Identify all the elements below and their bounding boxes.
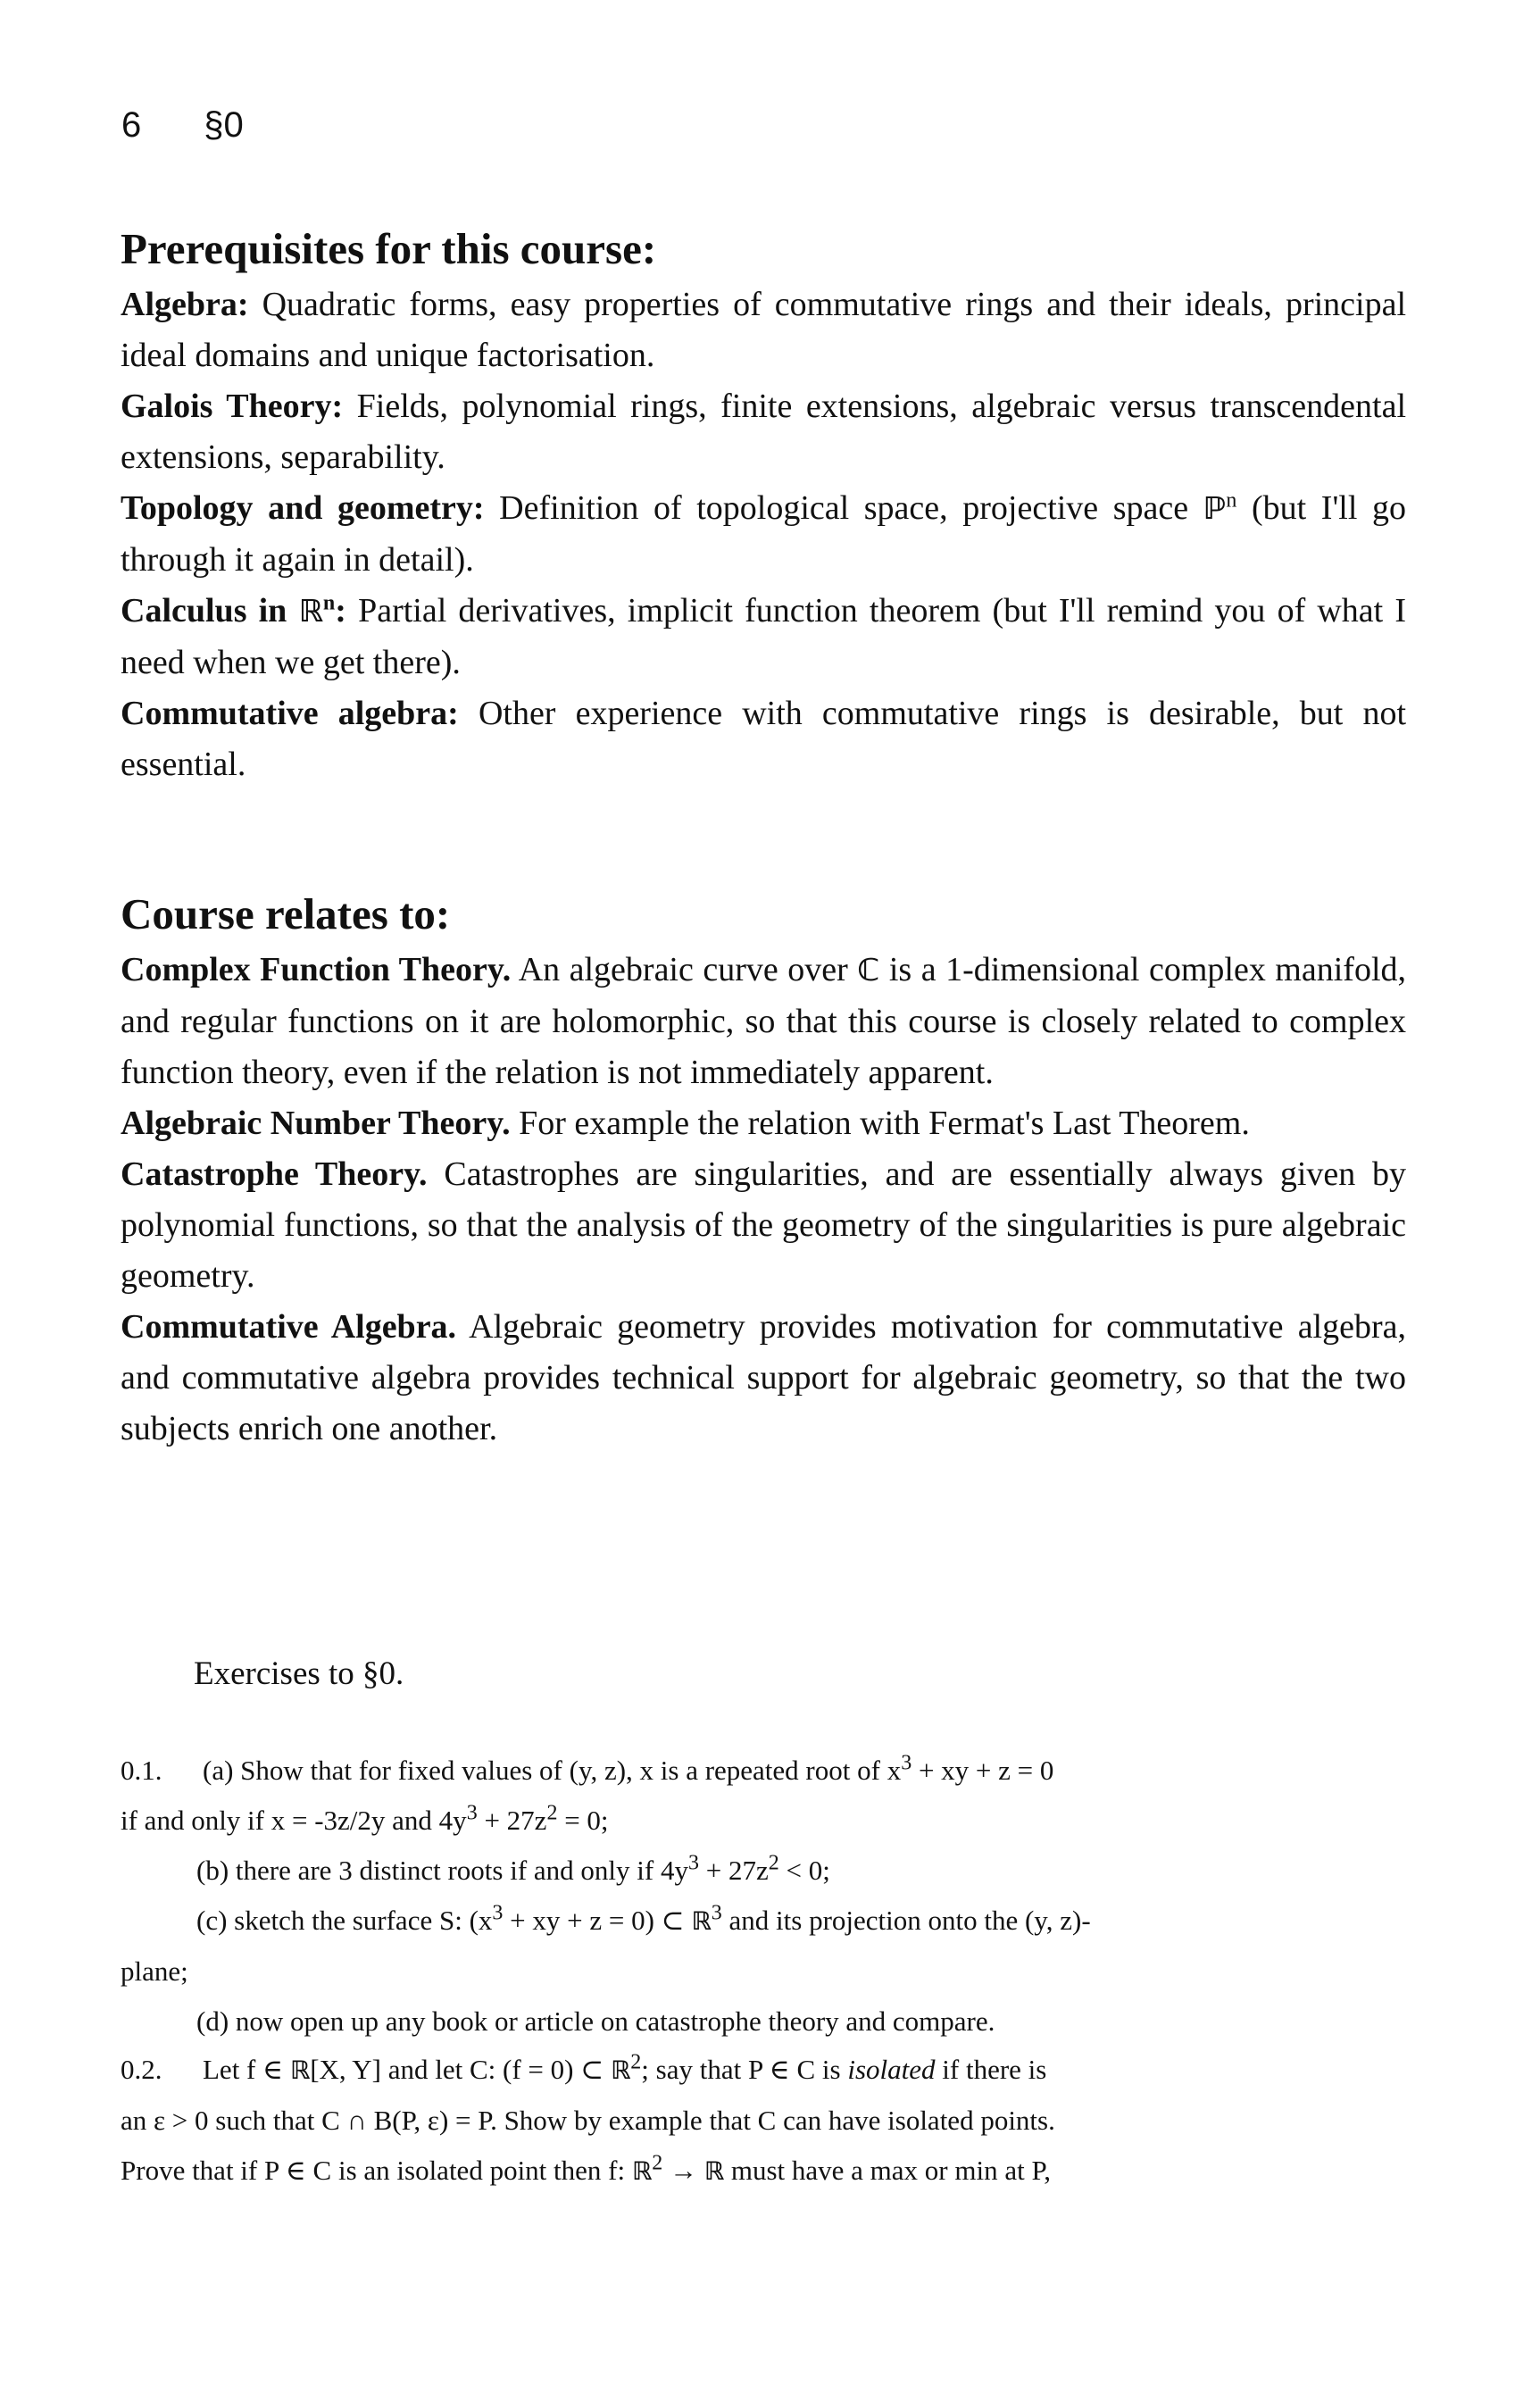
prereq-commutative-label: Commutative algebra: <box>121 694 459 732</box>
exercise-line: 0.2. Let f ∈ ℝ[X, Y] and let C: (f = 0) ⊂ ℝ$^2$; say that P ∈ C is isolated if there is <box>121 2045 1321 2096</box>
exercises-title: Exercises to §0. <box>194 1655 404 1692</box>
prereq-calculus-label: Calculus in ℝ$^n$: <box>121 591 346 630</box>
exercise-line: plane; <box>121 1955 188 1987</box>
exercise-0-2 <box>121 2045 1321 2197</box>
relates-complex: Complex Function Theory. An algebraic curve over ℂ is a 1-dimensional complex manifold, and regular functions on it are holomorphic, so that this course is closely related to complex function theory, even if the relation is not immediately apparent. <box>121 950 1407 1091</box>
prereq-topology-label: Topology and geometry: <box>121 488 485 527</box>
prereq-algebra: Algebra: Quadratic forms, easy properties of commutative rings and their ideals, principal ideal domains and unique factorisation. <box>121 285 1407 374</box>
section-label: §0 <box>204 105 244 145</box>
exercise-line: an ε > 0 such that C ∩ B(P, ε) = P. Show by example that C can have isolated points. <box>121 2105 1055 2136</box>
page-header <box>121 105 244 146</box>
complex-numbers-symbol: ℂ <box>857 952 880 988</box>
exercise-number: 0.1. <box>121 1755 162 1786</box>
exercise-line: (d) now open up any book or article on catastrophe theory and compare. <box>196 2005 995 2037</box>
prereq-commutative: Commutative algebra: Other experience with commutative rings is desirable, but not essential. <box>121 694 1406 783</box>
main-text <box>121 223 1406 1455</box>
exercise-line: Prove that if P ∈ C is an isolated point then f: ℝ$^2$ → ℝ must have a max or min at P, <box>121 2151 1051 2186</box>
exercise-line: 0.1. (a) Show that for fixed values of (y, z), x is a repeated root of $x^3$ + xy + z = 0 <box>121 1746 1321 1796</box>
relates-heading: Course relates to: <box>121 888 451 938</box>
exercise-line: if and only if x = -3z/2y and $4y^3 + 27z^2 = 0$; <box>121 1801 609 1836</box>
prereq-galois-label: Galois Theory: <box>121 387 344 425</box>
relates-number-label: Algebraic Number Theory. <box>121 1104 511 1142</box>
prereq-calculus: Calculus in ℝ$^n$: Partial derivatives, implicit function theorem (but I'll remind you of what I need when we get there). <box>121 591 1407 681</box>
relates-number: Algebraic Number Theory. For example the relation with Fermat's Last Theorem. <box>121 1104 1250 1142</box>
prereq-galois: Galois Theory: Fields, polynomial rings, finite extensions, algebraic versus transcendental extensions, separability. <box>121 387 1406 476</box>
relates-catastrophe-label: Catastrophe Theory. <box>121 1155 428 1193</box>
relates-complex-label: Complex Function Theory. <box>121 950 512 988</box>
exercise-number: 0.2. <box>121 2054 162 2085</box>
prerequisites-heading: Prerequisites for this course: <box>121 224 657 273</box>
prereq-topology: Topology and geometry: Definition of topological space, projective space ℙ$^n$ (but I'll go through it again in detail). <box>121 488 1406 579</box>
exercise-line: (b) there are 3 distinct roots if and only if $4y^3 + 27z^2 < 0$; <box>196 1851 830 1886</box>
exercise-0-1 <box>121 1746 1321 2047</box>
prereq-algebra-label: Algebra: <box>121 285 249 323</box>
relates-commalg-label: Commutative Algebra. <box>121 1307 457 1346</box>
page-number: 6 <box>121 105 142 145</box>
relates-catastrophe: Catastrophe Theory. Catastrophes are singularities, and are essentially always given by polynomial functions, so that the analysis of the geometry of the singularities is pure algebraic geometry. <box>121 1155 1407 1295</box>
exercise-line: (c) sketch the surface S: ($x^3$ + xy + z = 0) ⊂ ℝ$^3$ and its projection onto the (y, z)- <box>196 1901 1091 1936</box>
relates-commalg: Commutative Algebra. Algebraic geometry provides motivation for commutative algebra, and commutative algebra provides technical support for algebraic geometry, so that the two subjects enrich one another. <box>121 1307 1406 1447</box>
projective-space-symbol: ℙ <box>1203 490 1227 527</box>
